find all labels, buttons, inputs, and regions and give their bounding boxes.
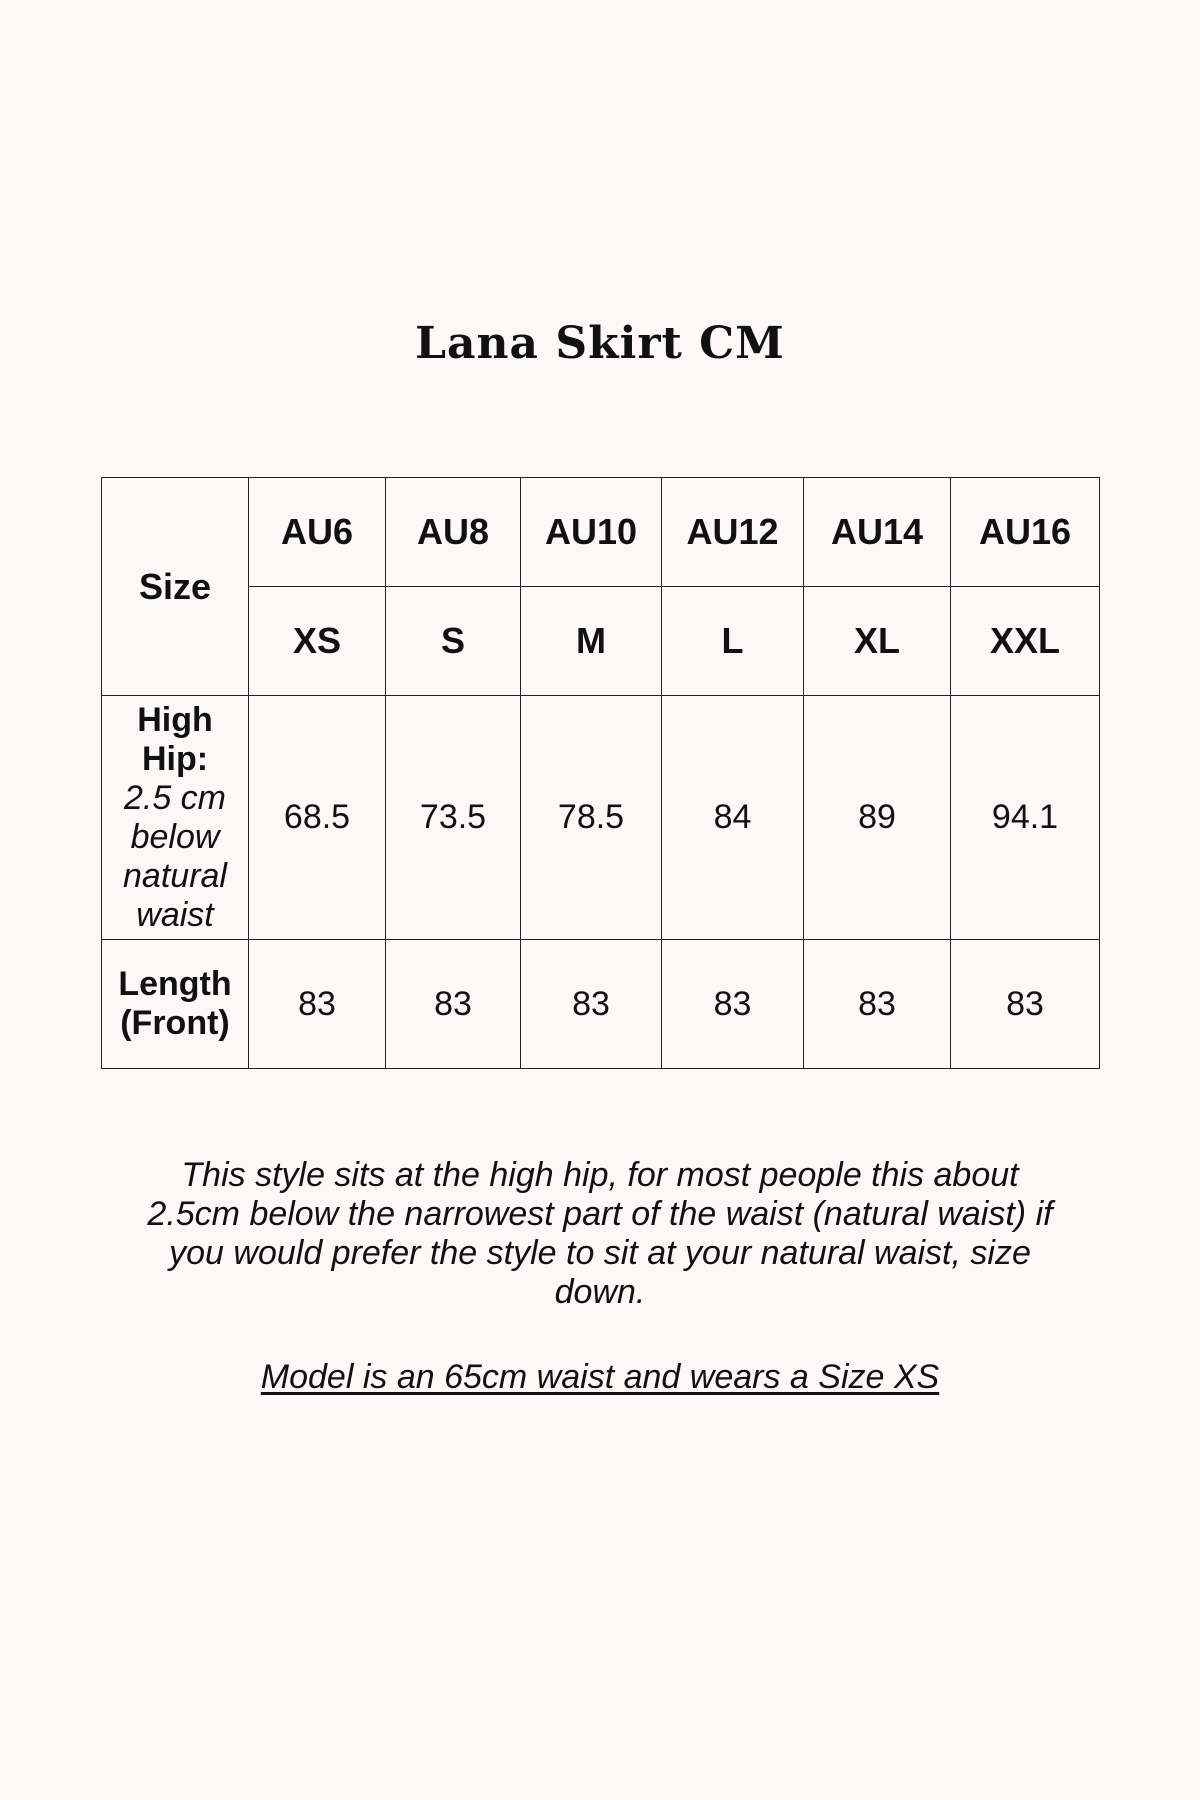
length-row <box>102 940 1100 1069</box>
letter-size-cell: S <box>386 587 521 696</box>
high-hip-desc-line: 2.5 cm <box>123 778 227 817</box>
au-size-cell: AU14 <box>804 478 951 587</box>
letter-size-row <box>102 587 1100 696</box>
fit-note-line: you would prefer the style to sit at your natural waist, size <box>169 1234 1031 1272</box>
length-value: 83 <box>521 940 662 1069</box>
high-hip-value: 84 <box>662 696 804 940</box>
high-hip-row <box>102 696 1100 940</box>
high-hip-value: 78.5 <box>521 696 662 940</box>
high-hip-label <box>102 696 249 940</box>
high-hip-desc-line: below <box>130 817 220 856</box>
length-label <box>102 940 249 1069</box>
au-size-cell: AU10 <box>521 478 662 587</box>
fit-note-line: This style sits at the high hip, for most people this about <box>181 1156 1019 1194</box>
length-value: 83 <box>662 940 804 1069</box>
high-hip-label-line: Hip: <box>141 739 209 778</box>
letter-size-cell: XL <box>804 587 951 696</box>
au-size-cell: AU8 <box>386 478 521 587</box>
size-header-cell: Size <box>102 478 249 696</box>
length-label-line: (Front) <box>120 1004 230 1042</box>
length-value: 83 <box>249 940 386 1069</box>
length-value: 83 <box>386 940 521 1069</box>
size-chart-table <box>101 477 1100 1069</box>
model-size-note: Model is an 65cm waist and wears a Size XS <box>260 1358 940 1396</box>
letter-size-cell: XXL <box>951 587 1100 696</box>
letter-size-cell: L <box>662 587 804 696</box>
fit-note-line: down. <box>554 1273 646 1311</box>
high-hip-value: 73.5 <box>386 696 521 940</box>
high-hip-label-line: High <box>137 700 213 739</box>
letter-size-cell: M <box>521 587 662 696</box>
high-hip-value: 68.5 <box>249 696 386 940</box>
high-hip-value: 94.1 <box>951 696 1100 940</box>
au-size-cell: AU6 <box>249 478 386 587</box>
high-hip-desc-line: natural <box>123 856 227 895</box>
high-hip-value: 89 <box>804 696 951 940</box>
length-value: 83 <box>951 940 1100 1069</box>
au-size-cell: AU16 <box>951 478 1100 587</box>
fit-note <box>95 1156 1105 1312</box>
page-title: Lana Skirt CM <box>415 318 785 369</box>
length-value: 83 <box>804 940 951 1069</box>
au-size-row <box>102 478 1100 587</box>
length-label-line: Length <box>118 965 232 1003</box>
au-size-cell: AU12 <box>662 478 804 587</box>
high-hip-desc-line: waist <box>136 895 214 934</box>
letter-size-cell: XS <box>249 587 386 696</box>
fit-note-line: 2.5cm below the narrowest part of the waist (natural waist) if <box>147 1195 1053 1233</box>
